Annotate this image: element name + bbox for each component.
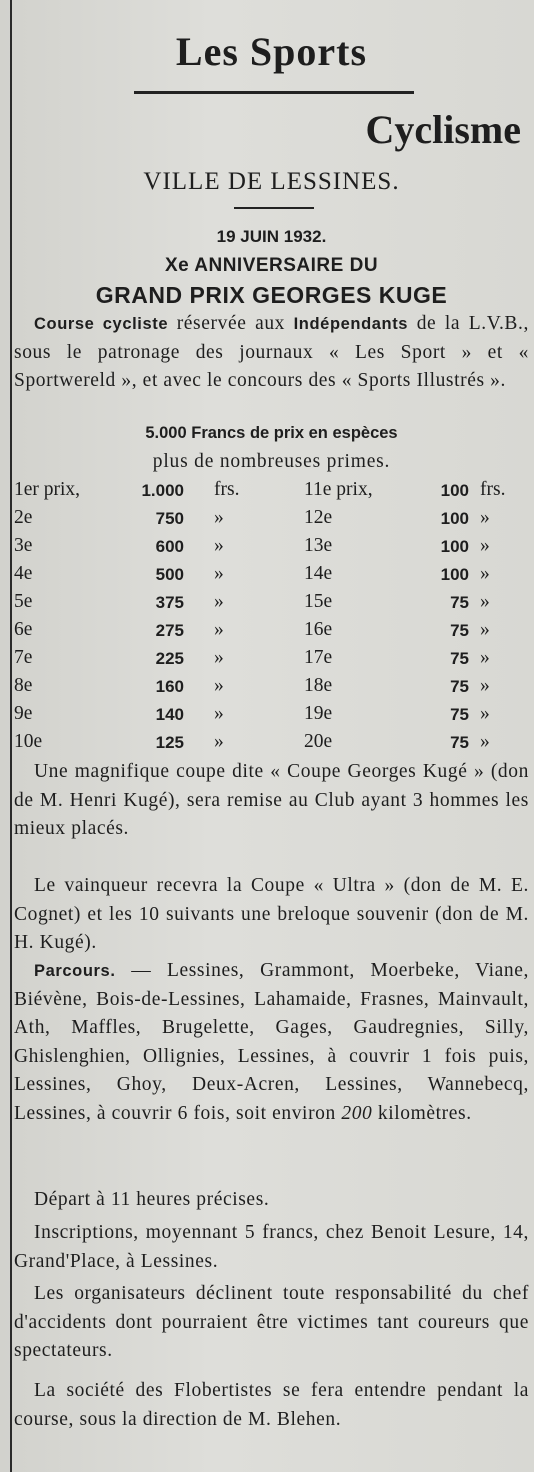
prize-rank-right: 20e [304,731,333,752]
event-anniversary: Xe ANNIVERSAIRE DU [164,255,379,276]
prize-rank-left: 7e [14,647,33,668]
prize-rank-right: 17e [304,647,333,668]
prize-subheading: plus de nombreuses primes. [152,451,391,472]
prize-row [14,479,529,507]
prize-amount-right: 75 [450,705,469,724]
prize-row [14,675,529,703]
prize-rank-left: 10e [14,731,43,752]
prize-amount-left: 225 [155,649,184,668]
prize-row [14,703,529,731]
prize-amount-right: 100 [440,565,469,584]
prize-unit-left: » [214,507,224,528]
prize-unit-right: » [480,507,490,528]
prize-rank-right: 16e [304,619,333,640]
prize-table [14,479,529,759]
intro-paragraph [14,310,529,396]
vainqueur-paragraph: Le vainqueur recevra la Coupe « Ultra » (don de M. E. Cognet) et les 10 suivants une breloque souvenir (don de M. H. Kugé). [14,875,529,953]
event-date: 19 JUIN 1932. [216,227,327,246]
organisateurs-paragraph: Les organisateurs déclinent toute responsabilité du chef d'accidents dont pourraient être victimes tant coureurs que spectateurs. [14,1283,529,1361]
prize-unit-left: » [214,563,224,584]
prize-unit-left: » [214,675,224,696]
prize-row [14,507,529,535]
parcours-km: 200 [341,1102,373,1124]
prize-rank-right: 13e [304,535,333,556]
depart-paragraph: Départ à 11 heures précises. [34,1189,270,1210]
prize-rank-right: 12e [304,507,333,528]
parcours-text-end: kilomètres. [372,1102,472,1124]
prize-rank-left: 1er prix, [14,479,81,500]
prize-unit-right: » [480,731,490,752]
prize-unit-right: » [480,535,490,556]
prize-amount-left: 160 [155,677,184,696]
intro-bold-1: Course cycliste [34,315,169,333]
page-title: Les Sports [175,29,368,74]
prize-amount-left: 500 [155,565,184,584]
prize-unit-left: » [214,535,224,556]
parcours-paragraph [14,957,529,1128]
prize-unit-left: » [214,647,224,668]
prize-unit-right: » [480,591,490,612]
prize-unit-right: » [480,647,490,668]
inscriptions-paragraph: Inscriptions, moyennant 5 francs, chez Benoit Lesure, 14, Grand'Place, à Lessines. [14,1222,529,1272]
prize-rank-left: 8e [14,675,33,696]
prize-rank-left: 5e [14,591,33,612]
prize-rank-left: 9e [14,703,33,724]
prize-unit-right: » [480,563,490,584]
prize-row [14,591,529,619]
coupe-paragraph: Une magnifique coupe dite « Coupe Georges Kugé » (don de M. Henri Kugé), sera remise au Club ayant 3 hommes les mieux placés. [14,761,529,839]
prize-unit-left: » [214,619,224,640]
intro-bold-2: Indépendants [293,315,409,333]
prize-amount-right: 75 [450,649,469,668]
prize-rank-left: 4e [14,563,33,584]
prize-unit-left: » [214,591,224,612]
prize-amount-left: 750 [155,509,184,528]
column-rule [10,0,12,1472]
prize-amount-right: 100 [440,509,469,528]
prize-amount-left: 125 [155,733,184,752]
prize-rank-right: 14e [304,563,333,584]
prize-rank-left: 2e [14,507,33,528]
prize-row [14,535,529,563]
prize-amount-right: 75 [450,621,469,640]
prize-rank-right: 15e [304,591,333,612]
prize-amount-right: 100 [440,537,469,556]
prize-amount-left: 1.000 [141,481,184,500]
parcours-text: — Lessines, Grammont, Moerbeke, Viane, Biévène, Bois-de-Lessines, Lahamaide, Frasnes, Mainvault, Ath, Maffles, Brugelette, Gages, Gaudregnies, Silly, Ghislenghien, Ollignies, Lessines, à couvrir 1 fois puis, Lessines, Ghoy, Deux-Acren, Lessines, Wannebecq, Lessines, à couvrir 6 fois, soit environ [14,960,529,1124]
prize-amount-left: 140 [155,705,184,724]
prize-row [14,731,529,759]
city-divider [234,207,314,209]
prize-unit-left: » [214,703,224,724]
title-divider [134,91,414,94]
prize-rank-left: 6e [14,619,33,640]
prize-row [14,563,529,591]
prize-heading: 5.000 Francs de prix en espèces [145,424,398,442]
event-name: GRAND PRIX GEORGES KUGE [95,282,448,308]
prize-amount-right: 75 [450,733,469,752]
prize-amount-right: 100 [440,481,469,500]
prize-unit-left: » [214,731,224,752]
flobertistes-paragraph: La société des Flobertistes se fera entendre pendant la course, sous la direction de M. Blehen. [14,1380,529,1430]
section-heading: Cyclisme [365,107,521,152]
prize-amount-left: 275 [155,621,184,640]
prize-amount-left: 600 [155,537,184,556]
prize-row [14,619,529,647]
parcours-label: Parcours. [34,962,116,980]
prize-rank-right: 19e [304,703,333,724]
intro-text-1: réservée aux [168,313,294,334]
prize-unit-right: » [480,703,490,724]
prize-row [14,647,529,675]
prize-unit-right: » [480,675,490,696]
prize-amount-right: 75 [450,593,469,612]
prize-rank-left: 3e [14,535,33,556]
prize-unit-right: » [480,619,490,640]
prize-amount-right: 75 [450,677,469,696]
prize-amount-left: 375 [155,593,184,612]
prize-rank-right: 18e [304,675,333,696]
prize-unit-left: frs. [214,479,240,500]
prize-unit-right: frs. [480,479,506,500]
city-heading: VILLE DE LESSINES. [143,168,400,195]
intro-text-2: de la L.V.B., sous le patronage des journaux « Les Sport » et « Sportwereld », et avec le concours des « Sports Illustrés ». [14,313,529,391]
prize-rank-right: 11e prix, [304,479,373,500]
